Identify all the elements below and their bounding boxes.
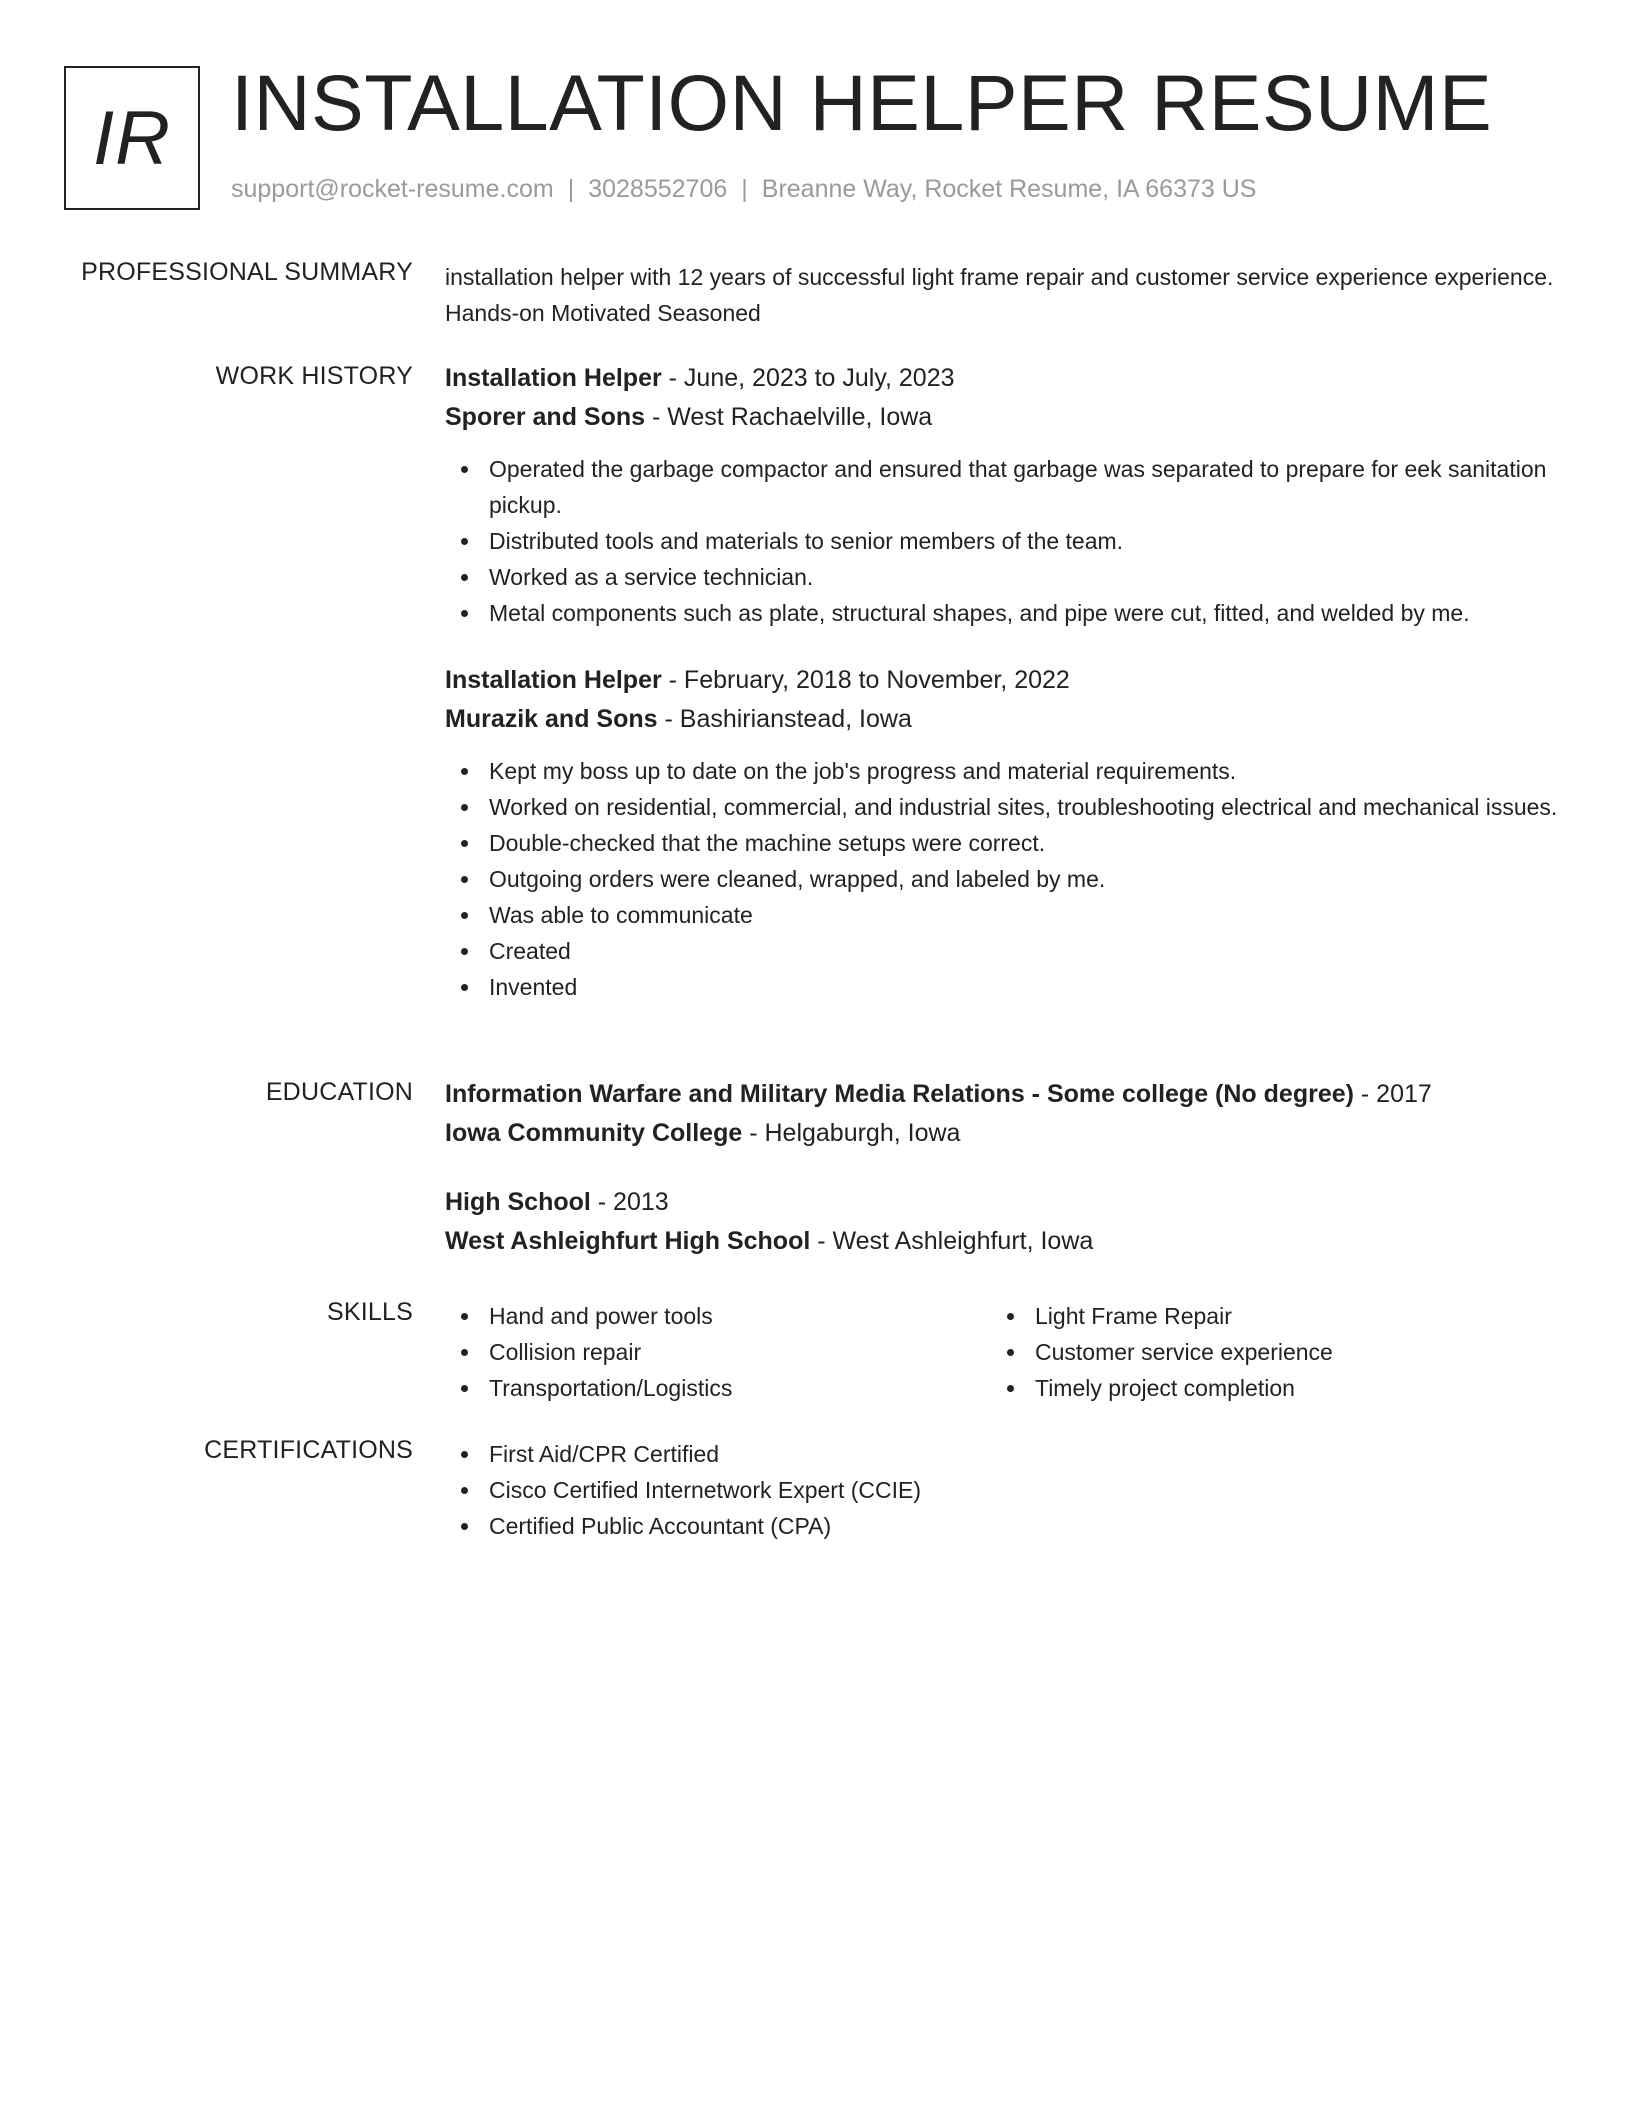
education-location: - Helgaburgh, Iowa (742, 1119, 961, 1147)
certification-item: Certified Public Accountant (CPA) (445, 1508, 1565, 1544)
certification-item: First Aid/CPR Certified (445, 1436, 1565, 1472)
list-item: Worked as a service technician. (445, 559, 1565, 595)
job-company: Murazik and Sons (445, 705, 658, 733)
job-company: Sporer and Sons (445, 403, 646, 431)
contact-line (231, 175, 1256, 204)
job-title-line (445, 359, 1565, 398)
job-location: - West Rachaelville, Iowa (645, 403, 933, 431)
education-year: - 2017 (1353, 1080, 1432, 1108)
monogram-box (64, 66, 200, 210)
contact-address: Breanne Way, Rocket Resume, IA 66373 US (761, 175, 1257, 203)
skill-item: Customer service experience (991, 1334, 1537, 1370)
education-school-line (445, 1222, 1565, 1261)
skills-columns (445, 1298, 1565, 1406)
education-school: West Ashleighfurt High School (445, 1227, 811, 1255)
section-label-education: EDUCATION (265, 1078, 413, 1106)
job-location: - Bashirianstead, Iowa (657, 705, 912, 733)
skill-item: Light Frame Repair (991, 1298, 1537, 1334)
skills-list-right (991, 1298, 1537, 1406)
certifications-list (445, 1436, 1565, 1544)
section-label-summary: PROFESSIONAL SUMMARY (81, 258, 413, 286)
job-dates: - June, 2023 to July, 2023 (661, 364, 955, 392)
list-item: Kept my boss up to date on the job's progress and material requirements. (445, 753, 1565, 789)
resume-title: INSTALLATION HELPER RESUME (231, 58, 1493, 147)
list-item: Operated the garbage compactor and ensured that garbage was separated to prepare for eek sanitation pickup. (445, 451, 1565, 523)
education-degree: Information Warfare and Military Media Relations - Some college (No degree) (445, 1080, 1354, 1108)
contact-phone[interactable]: 3028552706 (588, 175, 728, 203)
job-bullets (445, 451, 1565, 631)
list-item: Worked on residential, commercial, and industrial sites, troubleshooting electrical and mechanical issues. (445, 789, 1565, 825)
skill-item: Hand and power tools (445, 1298, 991, 1334)
contact-email[interactable]: support@rocket-resume.com (231, 175, 554, 203)
job-company-line (445, 700, 1565, 739)
job-title: Installation Helper (445, 666, 662, 694)
job-entry (445, 661, 1565, 1005)
list-item: Outgoing orders were cleaned, wrapped, and labeled by me. (445, 861, 1565, 897)
job-dates: - February, 2018 to November, 2022 (661, 666, 1070, 694)
job-bullets (445, 753, 1565, 1005)
job-entry (445, 359, 1565, 631)
list-item: Created (445, 933, 1565, 969)
list-item: Distributed tools and materials to senior members of the team. (445, 523, 1565, 559)
job-company-line (445, 398, 1565, 437)
section-label-certifications: CERTIFICATIONS (204, 1436, 413, 1464)
list-item: Double-checked that the machine setups were correct. (445, 825, 1565, 861)
education-entry (445, 1075, 1565, 1153)
skills-list-left (445, 1298, 991, 1406)
contact-separator: | (741, 175, 748, 203)
job-title: Installation Helper (445, 364, 662, 392)
education-school: Iowa Community College (445, 1119, 743, 1147)
job-title-line (445, 661, 1565, 700)
education-degree-line (445, 1075, 1565, 1114)
contact-separator: | (567, 175, 575, 203)
list-item: Was able to communicate (445, 897, 1565, 933)
skill-item: Collision repair (445, 1334, 991, 1370)
section-label-work-history: WORK HISTORY (215, 362, 413, 390)
education-degree-line (445, 1183, 1565, 1222)
education-school-line (445, 1114, 1565, 1153)
skill-item: Timely project completion (991, 1370, 1537, 1406)
section-label-skills: SKILLS (327, 1298, 413, 1326)
list-item: Invented (445, 969, 1565, 1005)
monogram-initials: IR (93, 95, 171, 181)
education-location: - West Ashleighfurt, Iowa (810, 1227, 1094, 1255)
certification-item: Cisco Certified Internetwork Expert (CCIE) (445, 1472, 1565, 1508)
list-item: Metal components such as plate, structural shapes, and pipe were cut, fitted, and welded by me. (445, 595, 1565, 631)
education-year: - 2013 (590, 1188, 669, 1216)
summary-text: installation helper with 12 years of successful light frame repair and customer service experience experience. Hands-on Motivated Seasoned (445, 264, 1554, 326)
skill-item: Transportation/Logistics (445, 1370, 991, 1406)
education-entry (445, 1183, 1565, 1261)
education-degree: High School (445, 1188, 591, 1216)
